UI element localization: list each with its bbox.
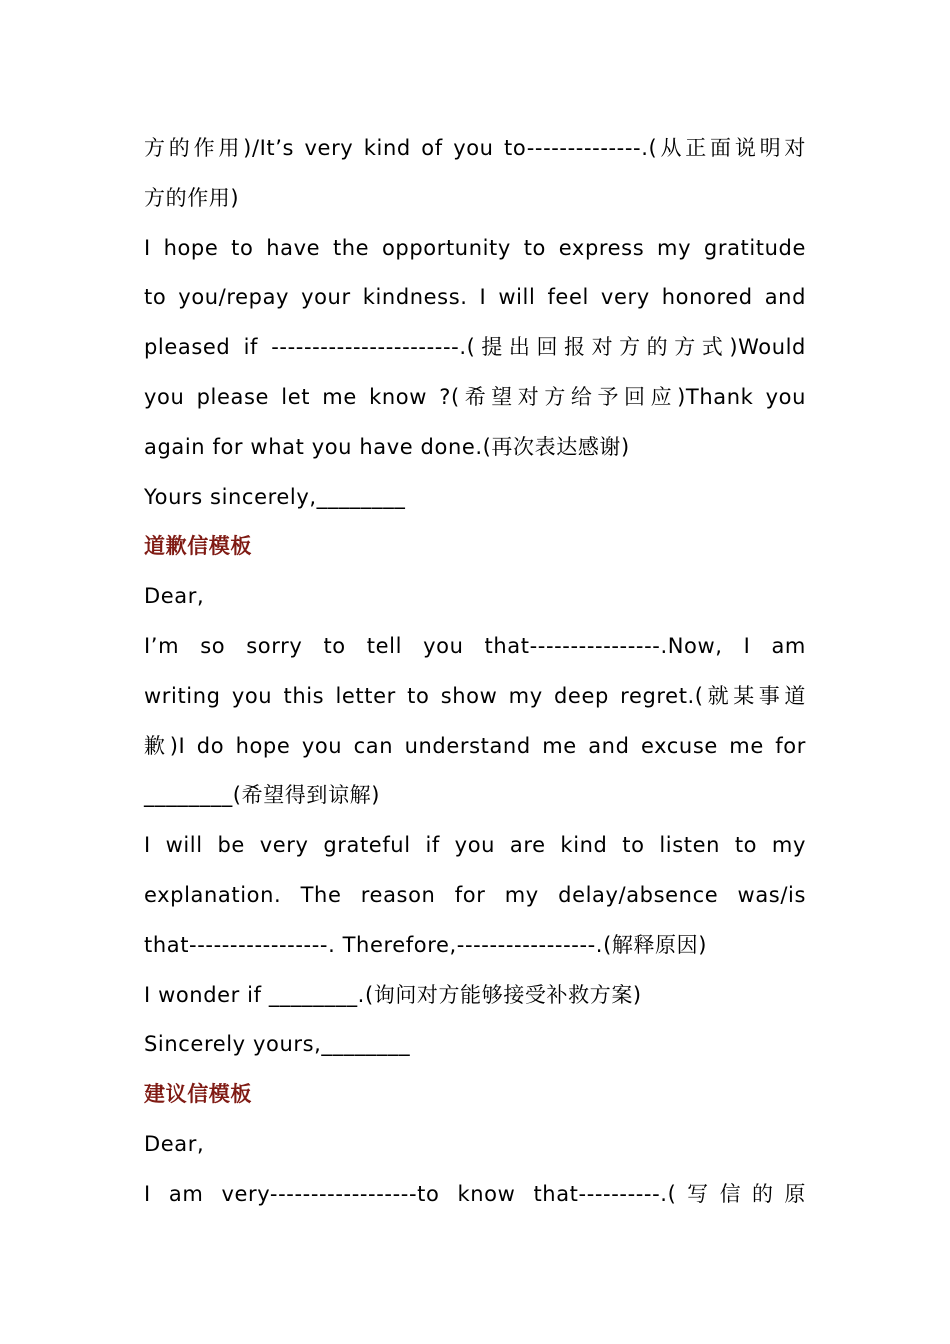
section-heading-apology-letter: 道歉信模板 [144,534,252,559]
text-line: 方的作用)/It’s very kind of you to--------------.(从正面说明对 [144,136,806,160]
apology-explanation-paragraph [144,821,806,970]
text-line: writing you this letter to show my deep regret.(就某事道 [144,683,806,708]
document-body [144,124,806,1220]
text-line: you please let me know ?(希望对方给予回应)Thank you [144,384,806,409]
text-line: pleased if -----------------------.(提出回报对方的方式)Would [144,335,806,360]
text-line: explanation. The reason for my delay/absence was/is [144,882,806,907]
text-line: again for what you have done.(再次表达感谢) [144,434,630,459]
text-line: ________(希望得到谅解) [144,783,380,808]
apology-letter-paragraph [144,622,806,821]
salutation: Dear, [144,584,205,609]
thanks-letter-closing-paragraph [144,124,806,473]
text-line: I am very------------------to know that----------.(写信的原 [144,1181,806,1206]
text-line: that-----------------. Therefore,-----------------.(解释原因) [144,932,708,957]
text-line: 方的作用) [144,185,240,210]
text-line: I wonder if ________.(询问对方能够接受补救方案) [144,982,642,1007]
text-line: I will be very grateful if you are kind to listen to my [144,833,806,858]
section-heading-suggestion-letter: 建议信模板 [144,1082,252,1107]
salutation: Dear, [144,1131,205,1156]
text-line: I’m so sorry to tell you that----------------.Now, I am [144,633,806,658]
signature-line: Sincerely yours,________ [144,1032,411,1057]
signature-line: Yours sincerely,________ [144,484,406,509]
text-line: 歉)I do hope you can understand me and excuse me for [144,733,806,758]
text-line: to you/repay your kindness. I will feel very honored and [144,285,806,310]
text-line: I hope to have the opportunity to express my gratitude [144,235,806,260]
